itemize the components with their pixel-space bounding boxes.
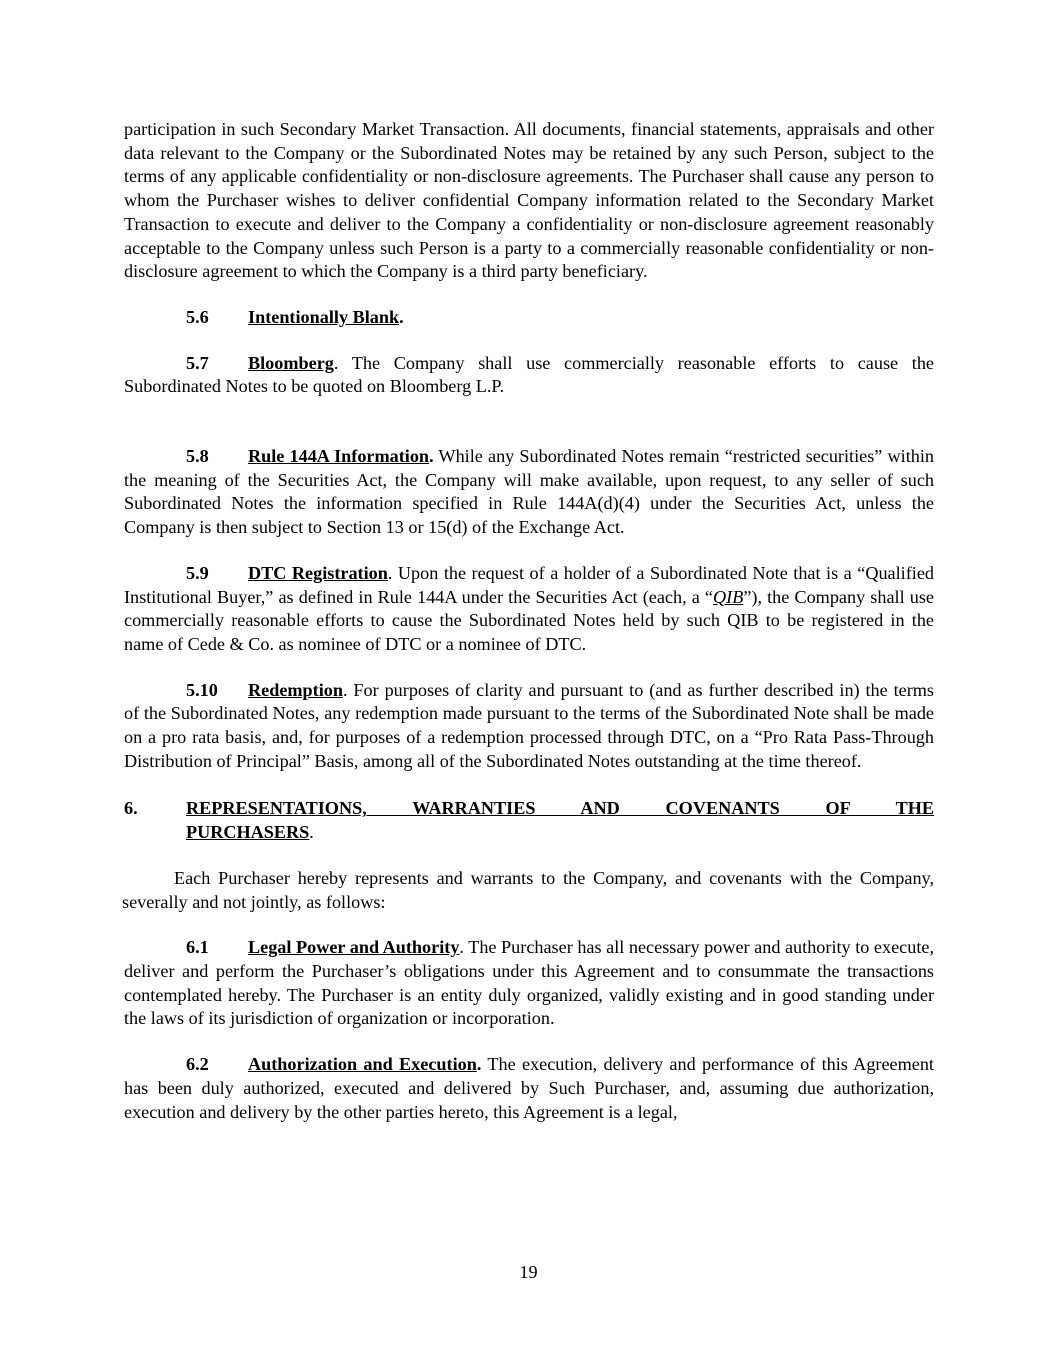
section-body: . For purposes of clarity and pursuant to (and as further described in) the terms of the Subordinated Notes, any redemption made pursuant to the terms of the Subordinated Note shall be made on a pro rata basis, and, for purposes of a redemption processed through DTC, on a “Pro Rata Pass-Through Distribution of Principal” Basis, among all of the Subordinated Notes outstanding at the time thereof.: [124, 679, 934, 771]
article-6-heading: 6. REPRESENTATIONS, WARRANTIES AND COVENANTS OF THE PURCHASERS.: [124, 797, 934, 844]
article-number: 6.: [124, 798, 138, 819]
section-body: The execution, delivery and performance of this Agreement has been duly authorized, executed and delivered by Such Purchaser, and, assuming due authorization, execution and delivery by the other parties hereto, this Agreement is a legal,: [124, 1054, 934, 1122]
section-body: . The Company shall use commercially reasonable efforts to cause the Subordinated Notes to be quoted on Bloomberg L.P.: [124, 352, 934, 397]
document-page: [124, 118, 934, 1124]
article-title-line2: PURCHASERS: [186, 822, 310, 843]
defined-term-qib: QIB: [713, 586, 744, 607]
section-heading: Authorization and Execution: [248, 1054, 477, 1075]
section-5-7: [124, 352, 934, 399]
section-body-cont: ”), the Company shall use commercially reasonable efforts to cause the Subordinated Notes held by such QIB to be registered in the name of Cede & Co. as nominee of DTC or a nominee of DTC.: [124, 586, 935, 654]
intro-paragraph: participation in such Secondary Market Transaction. All documents, financial statements, appraisals and other data relevant to the Company or the Subordinated Notes may be retained by any such Person, subject to the terms of any applicable confidentiality or non-disclosure agreements. The Purchaser shall cause any person to whom the Purchaser wishes to deliver confidential Company information related to the Secondary Market Transaction to execute and deliver to the Company a confidentiality or non-disclosure agreement reasonably acceptable to the Company unless such Person is a party to a commercially reasonable confidentiality or non-disclosure agreement to which the Company is a third party beneficiary.: [124, 119, 934, 282]
section-number: 5.6: [186, 306, 209, 327]
section-number: 5.10: [186, 679, 218, 700]
section-body: While any Subordinated Notes remain “restricted securities” within the meaning of the Securities Act, the Company will make available, upon request, to any seller of such Subordinated Notes the information specified in Rule 144A(d)(4) under the Securities Act, unless the Company is then subject to Section 13 or 15(d) of the Exchange Act.: [124, 446, 934, 538]
section-body: . Upon the request of a holder of a Subordinated Note that is a “Qualified Institutional Buyer,” as defined in Rule 144A under the Securities Act (each, a “: [124, 562, 934, 607]
section-heading: DTC Registration: [248, 562, 388, 583]
section-heading: Rule 144A Information: [248, 446, 430, 467]
section-heading: Redemption: [248, 679, 343, 700]
section-6-2: 6.2 Authorization and Execution. The execution, delivery and performance of this Agreement has been duly authorized, executed and delivered by Such Purchaser, and, assuming due authorization, execution and delivery by the other parties hereto, this Agreement is a legal,: [124, 1054, 934, 1122]
section-heading: Bloomberg: [248, 352, 334, 373]
article-title-line1: REPRESENTATIONS, WARRANTIES AND COVENANTS OF THE: [186, 798, 934, 819]
section-5-10: [124, 679, 934, 774]
section-6-1: [124, 936, 934, 1031]
section-number: 5.9: [186, 562, 209, 583]
section-heading: Legal Power and Authority: [248, 937, 460, 958]
page-number: 19: [519, 1262, 538, 1282]
section-5-6: 5.6 Intentionally Blank.: [124, 306, 934, 330]
section-number: 5.8: [186, 446, 209, 467]
section-number: 5.7: [186, 352, 209, 373]
section-5-8: 5.8 Rule 144A Information. While any Subordinated Notes remain “restricted securities” within the meaning of the Securities Act, the Company will make available, upon request, to any seller of such Subordinated Notes the information specified in Rule 144A(d)(4) under the Securities Act, unless the Company is then subject to Section 13 or 15(d) of the Exchange Act.: [124, 446, 934, 538]
section-number: 6.2: [186, 1054, 209, 1075]
section-body: . The Purchaser has all necessary power and authority to execute, deliver and perform the Purchaser’s obligations under this Agreement and to consummate the transactions contemplated hereby. The Purchaser is an entity duly organized, validly existing and in good standing under the laws of its jurisdiction of organization or incorporation.: [124, 937, 934, 1029]
section-heading: Intentionally Blank: [248, 306, 400, 327]
section-5-9: [124, 562, 934, 657]
article-6-lead-paragraph: Each Purchaser hereby represents and warrants to the Company, and covenants with the Company, severally and not jointly, as follows:: [122, 867, 934, 912]
section-number: 6.1: [186, 937, 209, 958]
